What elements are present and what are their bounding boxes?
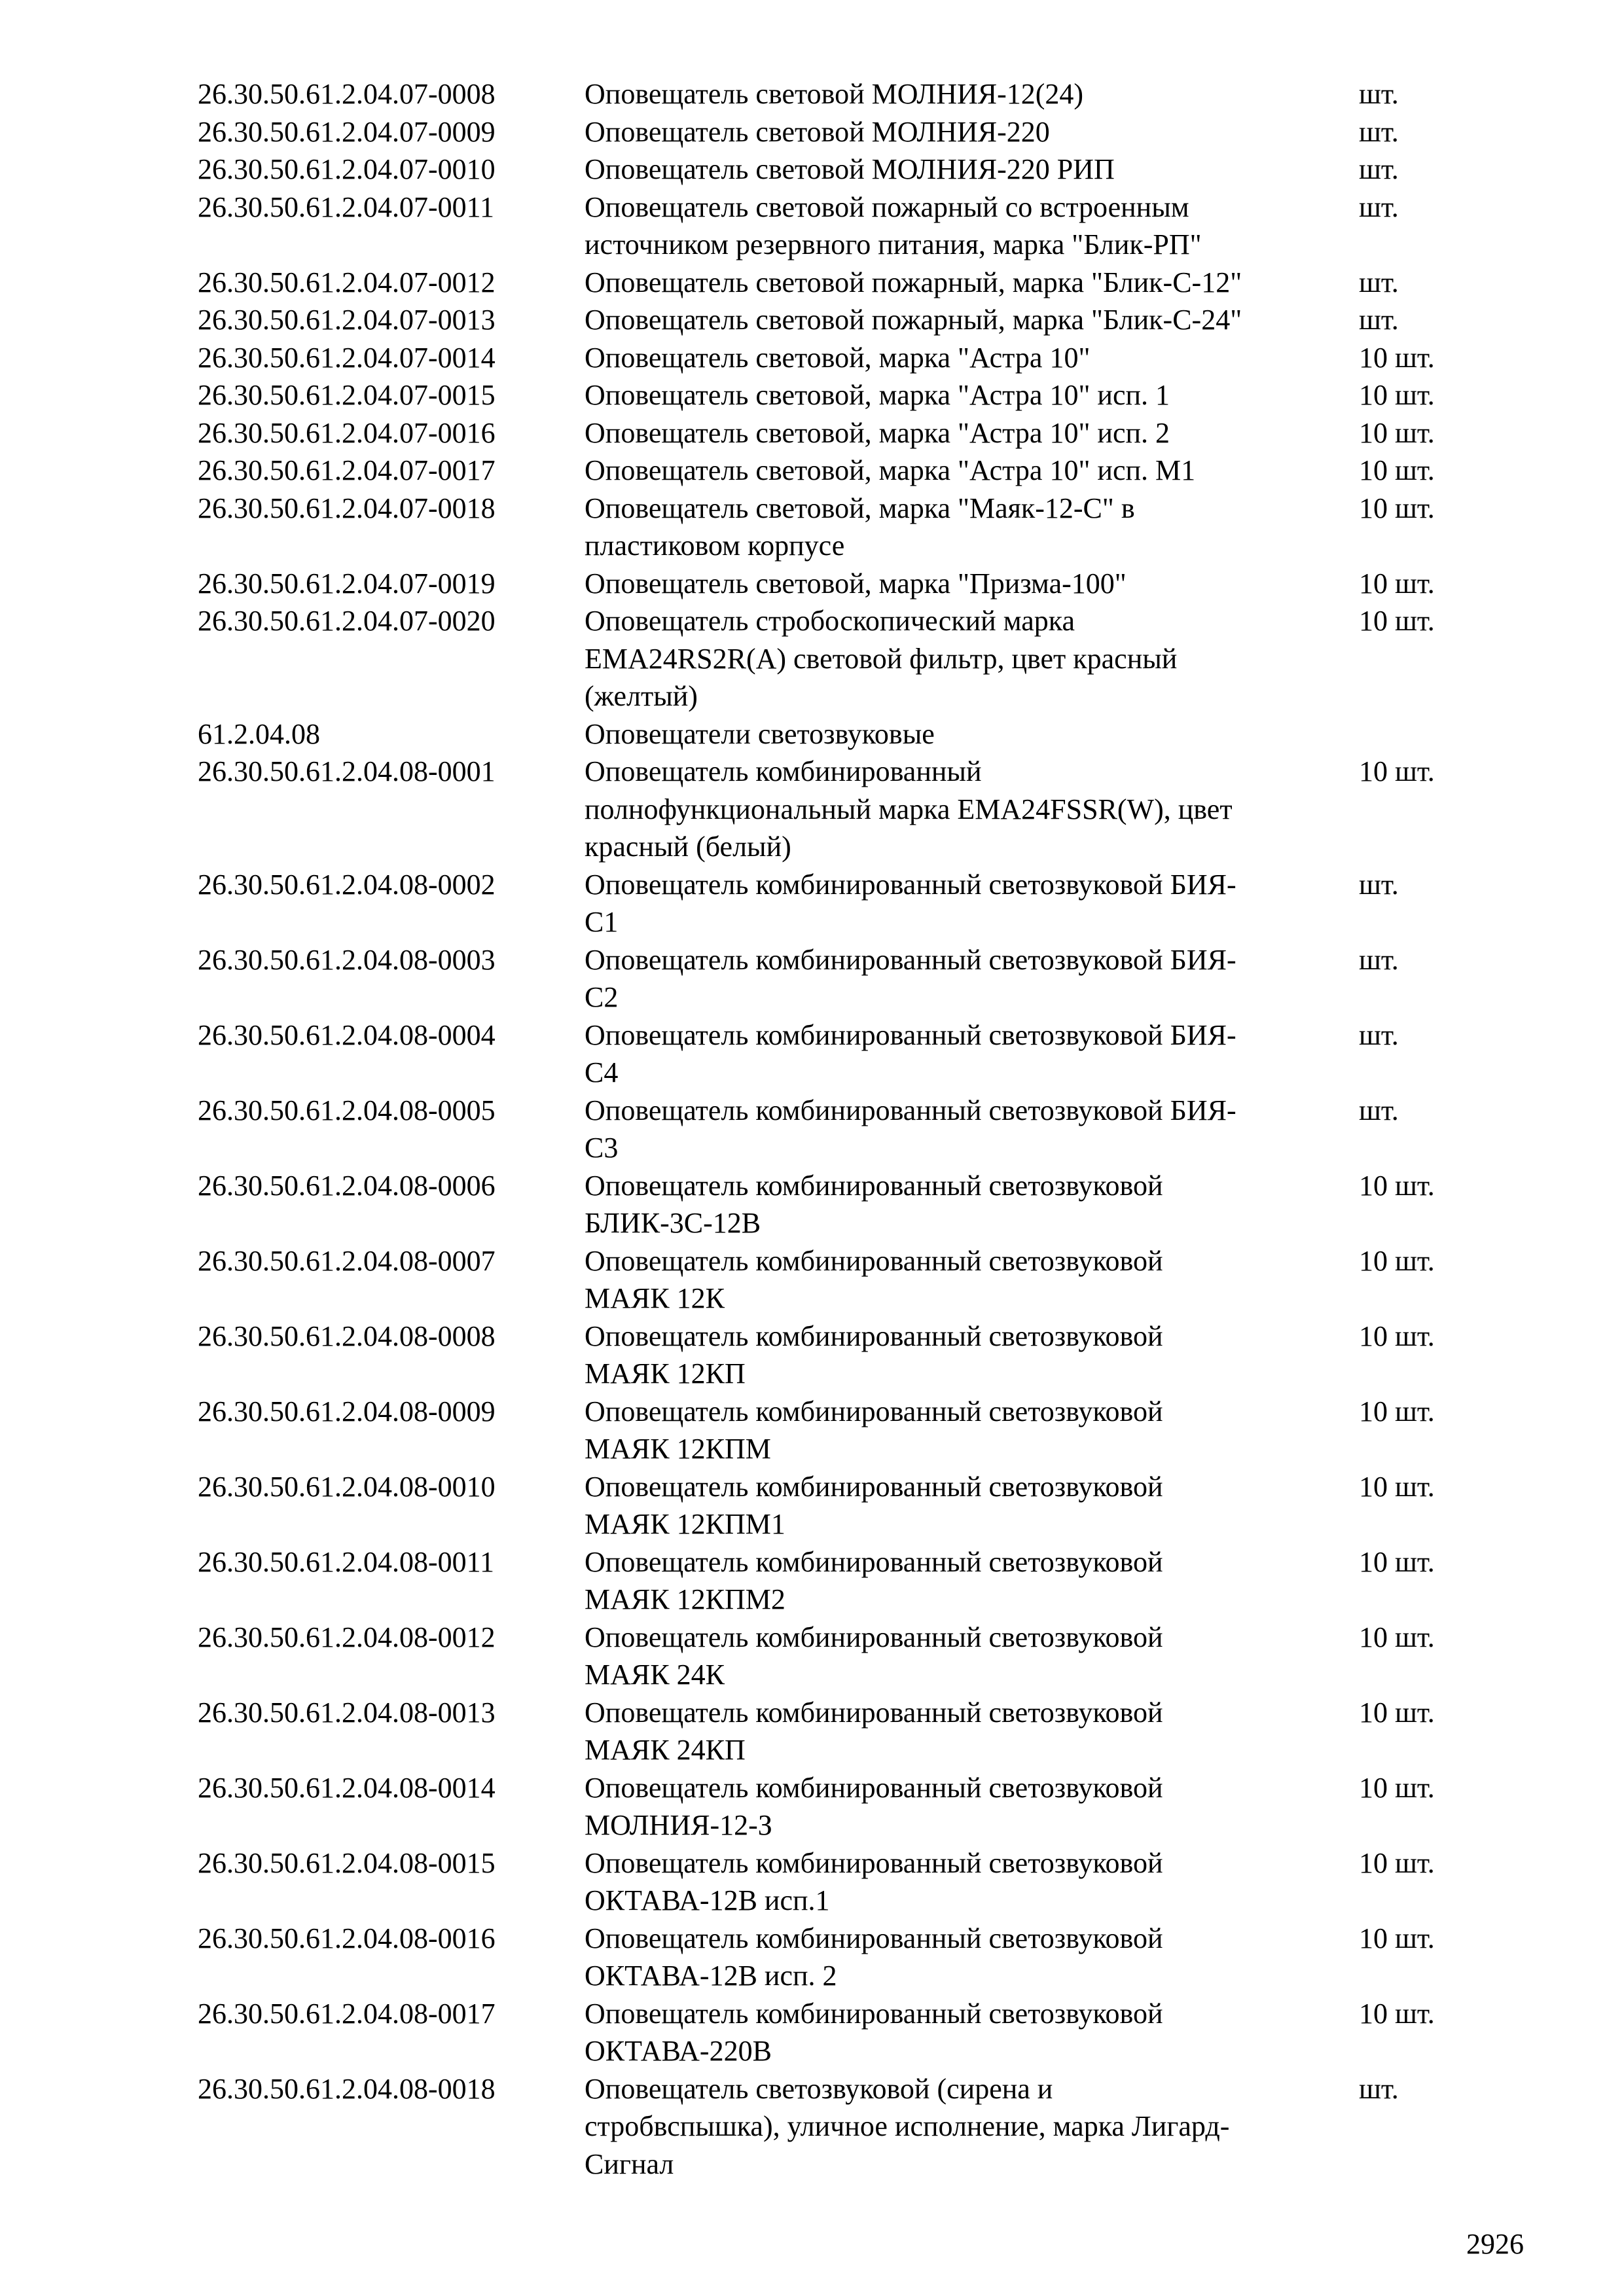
resource-name-line: МАЯК 24КП bbox=[585, 1734, 746, 1766]
resource-code: 26.30.50.61.2.04.08-0001 bbox=[198, 755, 496, 787]
resource-name bbox=[585, 941, 1337, 1016]
resource-name bbox=[585, 452, 1337, 490]
unit-of-measure: 10 шт. bbox=[1359, 605, 1435, 637]
resource-name-line: Оповещатель стробоскопический марка bbox=[585, 605, 1075, 637]
resource-name-line: МОЛНИЯ-12-З bbox=[585, 1809, 772, 1841]
resource-name-line: Оповещатель световой, марка "Астра 10" исп. М1 bbox=[585, 454, 1196, 486]
resource-name bbox=[585, 866, 1337, 941]
table-row bbox=[0, 866, 1624, 941]
resource-name-line: Оповещатель световой МОЛНИЯ-220 РИП bbox=[585, 153, 1115, 185]
resource-code: 26.30.50.61.2.04.07-0013 bbox=[198, 304, 496, 336]
resource-name bbox=[585, 301, 1337, 339]
resource-name-line: МАЯК 12К bbox=[585, 1282, 725, 1314]
resource-name bbox=[585, 1920, 1337, 1995]
unit-of-measure: 10 шт. bbox=[1359, 1169, 1435, 1202]
resource-name bbox=[585, 1694, 1337, 1769]
resource-name-line: ОКТАВА-220В bbox=[585, 2035, 772, 2067]
resource-name bbox=[585, 264, 1337, 302]
resource-name bbox=[585, 1995, 1337, 2070]
resource-name bbox=[585, 1468, 1337, 1543]
resource-name-line: МАЯК 24К bbox=[585, 1659, 725, 1691]
resource-code: 26.30.50.61.2.04.08-0008 bbox=[198, 1319, 496, 1352]
resource-name-line: Оповещатель комбинированный светозвуковой bbox=[585, 1771, 1163, 1804]
resource-name bbox=[585, 1543, 1337, 1619]
page-number: 2926 bbox=[1466, 2228, 1524, 2260]
unit-of-measure: 10 шт. bbox=[1359, 1470, 1435, 1503]
unit-of-measure: 10 шт. bbox=[1359, 492, 1435, 524]
unit-of-measure: 10 шт. bbox=[1359, 1846, 1435, 1879]
resource-code: 26.30.50.61.2.04.08-0004 bbox=[198, 1018, 496, 1051]
resource-name bbox=[585, 1844, 1337, 1920]
table-row bbox=[0, 1619, 1624, 1694]
resource-name bbox=[585, 414, 1337, 452]
resource-name-line: источником резервного питания, марка "Блик-РП" bbox=[585, 228, 1202, 260]
resource-name-line: Оповещатель комбинированный bbox=[585, 755, 982, 787]
resource-name-line: Оповещатель комбинированный светозвуковой bbox=[585, 1545, 1163, 1578]
resource-code: 26.30.50.61.2.04.08-0002 bbox=[198, 868, 496, 901]
table-row bbox=[0, 452, 1624, 490]
table-row bbox=[0, 188, 1624, 264]
resource-code: 26.30.50.61.2.04.08-0010 bbox=[198, 1470, 496, 1503]
resource-name-line: Оповещатель световой МОЛНИЯ-12(24) bbox=[585, 78, 1084, 110]
table-row bbox=[0, 339, 1624, 377]
table-row bbox=[0, 1092, 1624, 1167]
resource-name bbox=[585, 376, 1337, 414]
table-row bbox=[0, 753, 1624, 866]
table-row bbox=[0, 1995, 1624, 2070]
resource-name-line: Оповещатель комбинированный светозвуковой bbox=[585, 1696, 1163, 1729]
unit-of-measure: 10 шт. bbox=[1359, 755, 1435, 787]
resource-name-line: Оповещатель комбинированный светозвуковой БИЯ- bbox=[585, 943, 1236, 976]
unit-of-measure: 10 шт. bbox=[1359, 454, 1435, 486]
resource-code: 26.30.50.61.2.04.07-0014 bbox=[198, 341, 496, 374]
resource-name-line: С3 bbox=[585, 1132, 619, 1164]
unit-of-measure: 10 шт. bbox=[1359, 341, 1435, 374]
resource-name bbox=[585, 339, 1337, 377]
table-row bbox=[0, 565, 1624, 603]
table-row bbox=[0, 490, 1624, 565]
table-row bbox=[0, 301, 1624, 339]
resource-code: 26.30.50.61.2.04.07-0008 bbox=[198, 78, 496, 110]
resource-code: 26.30.50.61.2.04.07-0011 bbox=[198, 190, 495, 223]
table-row bbox=[0, 1543, 1624, 1619]
resource-name-line: ОКТАВА-12В исп.1 bbox=[585, 1884, 830, 1916]
table-row bbox=[0, 1920, 1624, 1995]
resource-name-line: полнофункциональный марка EMA24FSSR(W), цвет bbox=[585, 793, 1233, 825]
resource-name-line: ОКТАВА-12В исп. 2 bbox=[585, 1960, 837, 1992]
resource-name-line: МАЯК 12КПМ2 bbox=[585, 1583, 785, 1615]
price-list-table bbox=[0, 75, 1624, 2183]
resource-name bbox=[585, 1092, 1337, 1167]
resource-name-line: Оповещатель комбинированный светозвуковой bbox=[585, 1922, 1163, 1954]
resource-code: 26.30.50.61.2.04.08-0011 bbox=[198, 1545, 495, 1578]
table-row bbox=[0, 1318, 1624, 1393]
resource-name bbox=[585, 1769, 1337, 1844]
unit-of-measure: шт. bbox=[1359, 1018, 1399, 1051]
resource-name bbox=[585, 113, 1337, 151]
unit-of-measure: 10 шт. bbox=[1359, 379, 1435, 411]
resource-name-line: Оповещатель световой, марка "Астра 10" bbox=[585, 341, 1091, 374]
resource-code: 26.30.50.61.2.04.07-0010 bbox=[198, 153, 496, 185]
table-row bbox=[0, 113, 1624, 151]
table-row bbox=[0, 75, 1624, 113]
unit-of-measure: 10 шт. bbox=[1359, 1319, 1435, 1352]
unit-of-measure: 10 шт. bbox=[1359, 567, 1435, 600]
resource-code: 61.2.04.08 bbox=[198, 717, 320, 750]
resource-name-line: МАЯК 12КПМ bbox=[585, 1433, 771, 1465]
table-row bbox=[0, 1694, 1624, 1769]
resource-name bbox=[585, 75, 1337, 113]
resource-name bbox=[585, 715, 1337, 753]
resource-code: 26.30.50.61.2.04.08-0006 bbox=[198, 1169, 496, 1202]
resource-code: 26.30.50.61.2.04.07-0016 bbox=[198, 416, 496, 449]
unit-of-measure: 10 шт. bbox=[1359, 1545, 1435, 1578]
resource-code: 26.30.50.61.2.04.08-0014 bbox=[198, 1771, 496, 1804]
resource-code: 26.30.50.61.2.04.08-0003 bbox=[198, 943, 496, 976]
unit-of-measure: шт. bbox=[1359, 1094, 1399, 1126]
unit-of-measure: шт. bbox=[1359, 153, 1399, 185]
resource-name bbox=[585, 490, 1337, 565]
resource-name-line: Оповещатель световой, марка "Астра 10" исп. 1 bbox=[585, 379, 1170, 411]
resource-name-line: Оповещатель световой, марка "Призма-100" bbox=[585, 567, 1127, 600]
resource-code: 26.30.50.61.2.04.08-0007 bbox=[198, 1244, 496, 1277]
table-row bbox=[0, 414, 1624, 452]
unit-of-measure: шт. bbox=[1359, 190, 1399, 223]
resource-name-line: С1 bbox=[585, 906, 619, 938]
resource-code: 26.30.50.61.2.04.08-0005 bbox=[198, 1094, 496, 1126]
resource-code: 26.30.50.61.2.04.07-0009 bbox=[198, 115, 496, 148]
resource-code: 26.30.50.61.2.04.07-0015 bbox=[198, 379, 496, 411]
resource-name-line: Оповещатель световой, марка "Маяк-12-С" в bbox=[585, 492, 1135, 524]
table-row bbox=[0, 1242, 1624, 1318]
resource-name bbox=[585, 1242, 1337, 1318]
resource-name-line: Оповещатели светозвуковые bbox=[585, 717, 935, 750]
unit-of-measure: шт. bbox=[1359, 266, 1399, 298]
unit-of-measure: 10 шт. bbox=[1359, 1244, 1435, 1277]
unit-of-measure: 10 шт. bbox=[1359, 1621, 1435, 1653]
resource-name-line: Оповещатель комбинированный светозвуковой bbox=[585, 1997, 1163, 2030]
resource-name-line: Оповещатель комбинированный светозвуковой bbox=[585, 1169, 1163, 1202]
resource-name bbox=[585, 1393, 1337, 1468]
resource-name-line: Оповещатель комбинированный светозвуковой bbox=[585, 1470, 1163, 1503]
resource-name-line: Оповещатель комбинированный светозвуковой bbox=[585, 1621, 1163, 1653]
resource-name bbox=[585, 1167, 1337, 1242]
document-page bbox=[0, 75, 1624, 2183]
table-row bbox=[0, 2070, 1624, 2183]
table-row bbox=[0, 715, 1624, 753]
resource-name-line: EMA24RS2R(A) световой фильтр, цвет красный bbox=[585, 642, 1178, 675]
resource-name-line: пластиковом корпусе bbox=[585, 529, 845, 562]
table-row bbox=[0, 1769, 1624, 1844]
resource-name-line: (желтый) bbox=[585, 680, 698, 712]
unit-of-measure: шт. bbox=[1359, 2072, 1399, 2105]
resource-code: 26.30.50.61.2.04.07-0012 bbox=[198, 266, 496, 298]
resource-name-line: Оповещатель комбинированный светозвуковой БИЯ- bbox=[585, 868, 1236, 901]
resource-code: 26.30.50.61.2.04.08-0009 bbox=[198, 1395, 496, 1427]
unit-of-measure: 10 шт. bbox=[1359, 1395, 1435, 1427]
resource-name bbox=[585, 753, 1337, 866]
table-row bbox=[0, 1393, 1624, 1468]
resource-name bbox=[585, 2070, 1337, 2183]
table-row bbox=[0, 602, 1624, 715]
resource-code: 26.30.50.61.2.04.08-0017 bbox=[198, 1997, 496, 2030]
resource-name-line: Оповещатель комбинированный светозвуковой bbox=[585, 1846, 1163, 1879]
resource-name-line: Оповещатель световой пожарный со встроенным bbox=[585, 190, 1189, 223]
resource-name-line: Сигнал bbox=[585, 2147, 674, 2180]
resource-name-line: Оповещатель комбинированный светозвуковой bbox=[585, 1244, 1163, 1277]
resource-name-line: Оповещатель световой МОЛНИЯ-220 bbox=[585, 115, 1050, 148]
resource-name-line: Оповещатель комбинированный светозвуковой bbox=[585, 1319, 1163, 1352]
unit-of-measure: 10 шт. bbox=[1359, 1922, 1435, 1954]
resource-name-line: Оповещатель комбинированный светозвуковой БИЯ- bbox=[585, 1094, 1236, 1126]
resource-code: 26.30.50.61.2.04.07-0018 bbox=[198, 492, 496, 524]
unit-of-measure: 10 шт. bbox=[1359, 1771, 1435, 1804]
resource-code: 26.30.50.61.2.04.08-0013 bbox=[198, 1696, 496, 1729]
resource-code: 26.30.50.61.2.04.07-0019 bbox=[198, 567, 496, 600]
unit-of-measure: шт. bbox=[1359, 304, 1399, 336]
resource-name-line: БЛИК-3С-12В bbox=[585, 1207, 761, 1239]
resource-name bbox=[585, 602, 1337, 715]
table-row bbox=[0, 1844, 1624, 1920]
table-row bbox=[0, 376, 1624, 414]
table-row bbox=[0, 941, 1624, 1016]
resource-name bbox=[585, 1318, 1337, 1393]
resource-name bbox=[585, 188, 1337, 264]
table-row bbox=[0, 151, 1624, 188]
resource-name bbox=[585, 1016, 1337, 1092]
resource-name-line: стробвспышка), уличное исполнение, марка Лигард- bbox=[585, 2110, 1230, 2142]
resource-name-line: Оповещатель световой, марка "Астра 10" исп. 2 bbox=[585, 416, 1170, 449]
resource-code: 26.30.50.61.2.04.08-0018 bbox=[198, 2072, 496, 2105]
resource-code: 26.30.50.61.2.04.08-0012 bbox=[198, 1621, 496, 1653]
unit-of-measure: шт. bbox=[1359, 943, 1399, 976]
resource-name-line: Оповещатель световой пожарный, марка "Блик-С-12" bbox=[585, 266, 1242, 298]
resource-name-line: С2 bbox=[585, 981, 619, 1013]
resource-name-line: С4 bbox=[585, 1056, 619, 1088]
table-row bbox=[0, 1167, 1624, 1242]
unit-of-measure: шт. bbox=[1359, 868, 1399, 901]
unit-of-measure: шт. bbox=[1359, 78, 1399, 110]
resource-name-line: Оповещатель световой пожарный, марка "Блик-С-24" bbox=[585, 304, 1242, 336]
resource-name bbox=[585, 1619, 1337, 1694]
unit-of-measure: 10 шт. bbox=[1359, 416, 1435, 449]
table-row bbox=[0, 264, 1624, 302]
resource-code: 26.30.50.61.2.04.07-0017 bbox=[198, 454, 496, 486]
resource-name-line: красный (белый) bbox=[585, 831, 791, 863]
unit-of-measure: 10 шт. bbox=[1359, 1696, 1435, 1729]
resource-code: 26.30.50.61.2.04.08-0015 bbox=[198, 1846, 496, 1879]
resource-name-line: Оповещатель комбинированный светозвуковой bbox=[585, 1395, 1163, 1427]
resource-name-line: Оповещатель светозвуковой (сирена и bbox=[585, 2072, 1053, 2105]
resource-code: 26.30.50.61.2.04.07-0020 bbox=[198, 605, 496, 637]
table-row bbox=[0, 1468, 1624, 1543]
resource-code: 26.30.50.61.2.04.08-0016 bbox=[198, 1922, 496, 1954]
unit-of-measure: шт. bbox=[1359, 115, 1399, 148]
table-row bbox=[0, 1016, 1624, 1092]
unit-of-measure: 10 шт. bbox=[1359, 1997, 1435, 2030]
resource-name-line: Оповещатель комбинированный светозвуковой БИЯ- bbox=[585, 1018, 1236, 1051]
resource-name bbox=[585, 565, 1337, 603]
resource-name-line: МАЯК 12КП bbox=[585, 1357, 746, 1390]
resource-name-line: МАЯК 12КПМ1 bbox=[585, 1508, 785, 1540]
resource-name bbox=[585, 151, 1337, 188]
